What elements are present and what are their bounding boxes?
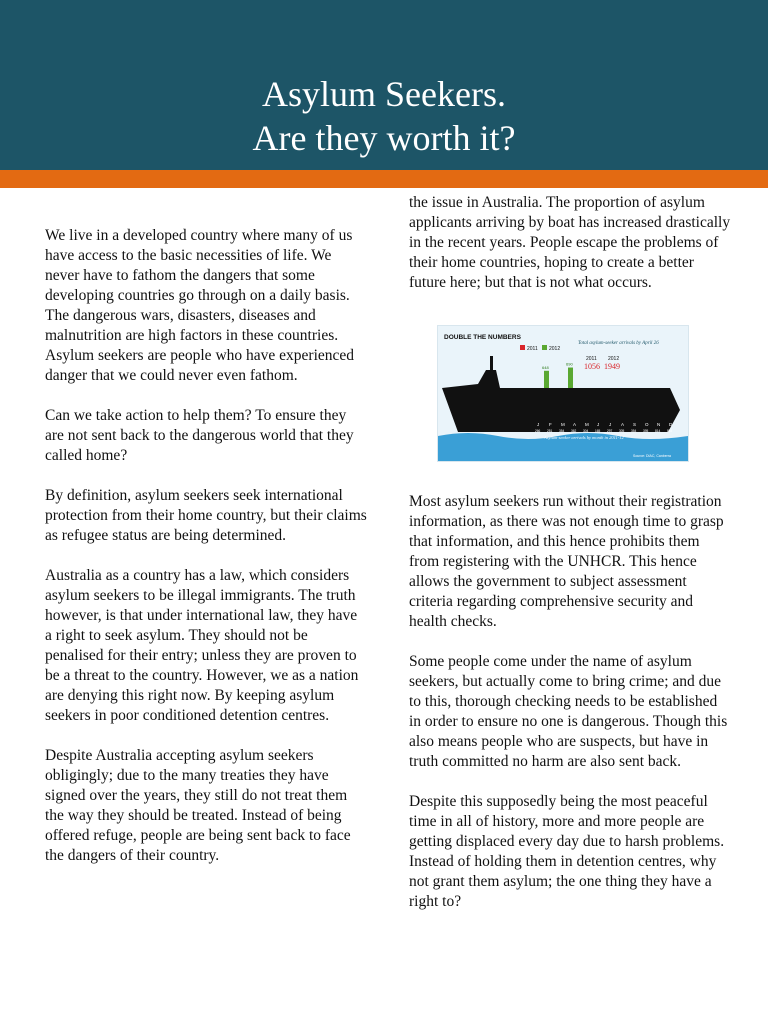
legend-swatch-2012 (542, 345, 547, 350)
legend-label-2011: 2011 (527, 346, 538, 352)
month-data-label: 854 (667, 429, 673, 433)
paragraph: Some people come under the name of asylum seekers, but actually come to bring crime; and due to this, thorough checking needs to be established in order to ensure no one is dangerous. Though this also means people who are suspects, but have in truth committed no harm are also sent back. (409, 653, 728, 770)
ship-mast-shape (490, 356, 493, 376)
legend-label-2012: 2012 (549, 346, 561, 352)
month-data-label: 305 (619, 429, 625, 433)
month-data-label: 354 (559, 429, 565, 433)
total-label-2011: 2011 (586, 356, 597, 362)
month-tick-label: M (561, 422, 565, 427)
chart-x-label: Asylum-seeker arrivals by month in 2011-12 (544, 435, 624, 440)
asylum-arrivals-chart (438, 326, 688, 461)
paragraph: the issue in Australia. The proportion of asylum applicants arriving by boat has increased drastically in the recent years. People escape the problems of their home countries, hoping to create a better future here; but that is not what occurs. (409, 194, 731, 291)
month-data-label: 297 (607, 429, 613, 433)
paragraph: Australia as a country has a law, which considers asylum seekers to be illegal immigrants. The truth however, is that under international law, they have a right to seek asylum. They should not be penalised for their entry; unless they are proven to be a threat to the country. However, we as a nation are denying this right now. By keeping asylum seekers in poor conditioned detention centres. (45, 567, 359, 724)
title-line-1: Asylum Seekers. (262, 74, 506, 115)
paragraph: Can we take action to help them? To ensure they are not sent back to the dangerous world that they called home? (45, 407, 354, 464)
bar-label-2012: 690 (566, 361, 573, 367)
paragraph: Most asylum seekers run without their registration information, as there was not enough time to grasp that information, and this hence prohibits them from registering with the UNHCR. This hence allows the government to subject assessment criteria regarding comprehensive security and health checks. (409, 493, 724, 630)
total-label-2012: 2012 (608, 356, 620, 362)
month-data-label: 251 (547, 429, 553, 433)
paragraph: By definition, asylum seekers seek international protection from their home country, but their claims as refugee status are being determined. (45, 487, 367, 544)
right-column-top (409, 193, 731, 313)
paragraph: Despite this supposedly being the most peaceful time in all of history, more and more people are getting displaced every day due to harsh problems. Instead of holding them in detention centres, why not grant them asylum; the one thing they have a right to? (409, 793, 725, 910)
month-data-label: 814 (655, 429, 661, 433)
month-tick-label: A (573, 422, 577, 427)
month-tick-label: D (669, 422, 673, 427)
chart-subtitle: Total asylum-seeker arrivals by April 26 (578, 341, 659, 346)
month-data-label: 304 (583, 429, 589, 433)
month-tick-label: J (537, 422, 540, 427)
month-tick-label: M (585, 422, 589, 427)
month-tick-label: J (609, 422, 612, 427)
chart-source: Source: DIAC, Canberra (633, 454, 671, 458)
month-data-label: 395 (643, 429, 649, 433)
right-column-bottom (409, 492, 731, 932)
bar-label-2012: 648 (542, 364, 549, 370)
month-tick-label: J (597, 422, 600, 427)
month-tick-label: O (645, 422, 649, 427)
left-column (45, 226, 367, 886)
paragraph: Despite Australia accepting asylum seekers obligingly; due to the many treaties they have signed over the years, they still do not treat them the way they should be treated. Instead of being offered refuge, people are being sent back to face the dangers of their country. (45, 747, 351, 864)
legend-swatch-2011 (520, 345, 525, 350)
month-tick-label: A (621, 422, 625, 427)
chart-figure (437, 325, 689, 462)
header-accent-stripe (0, 170, 768, 188)
title-line-2: Are they worth it? (252, 118, 516, 159)
paragraph: We live in a developed country where many of us have access to the basic necessities of life. We never have to fathom the dangers that some developing countries go through on a daily basis. The dangerous wars, disasters, diseases and malnutrition are high factors in these countries. Asylum seekers are people who have experienced danger that we could never even fathom. (45, 227, 355, 384)
chart-title: DOUBLE THE NUMBERS (444, 334, 521, 341)
month-data-label: 354 (631, 429, 637, 433)
month-data-label: 362 (571, 429, 577, 433)
total-value-2012: 1949 (604, 362, 620, 371)
page-title (0, 72, 768, 160)
total-value-2011: 1056 (584, 362, 600, 371)
month-tick-label: F (549, 422, 552, 427)
month-tick-label: N (657, 422, 661, 427)
month-data-label: 266 (535, 429, 541, 433)
month-data-label: 165 (595, 429, 601, 433)
month-tick-label: S (633, 422, 637, 427)
